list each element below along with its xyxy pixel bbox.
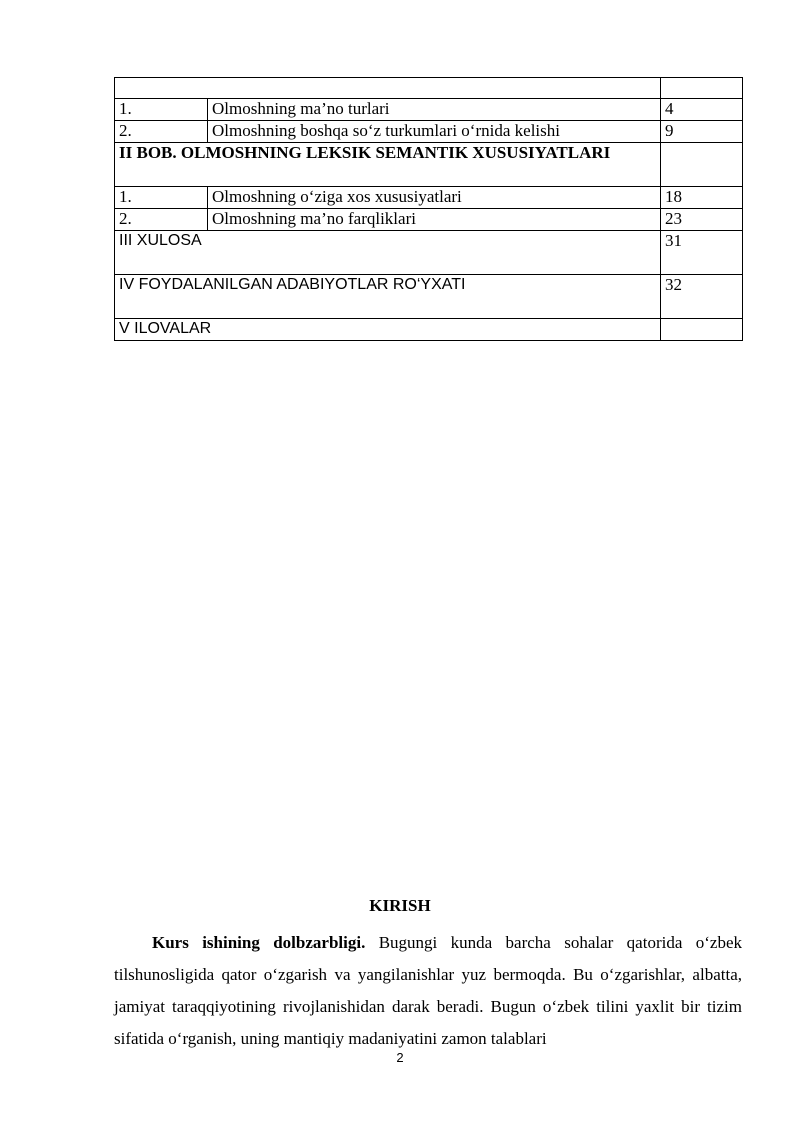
toc-page — [661, 143, 743, 187]
toc-row — [115, 209, 743, 231]
toc-row — [115, 121, 743, 143]
section-heading: KIRISH — [369, 896, 431, 915]
toc-page: 23 — [661, 209, 743, 231]
toc-page: 18 — [661, 187, 743, 209]
toc-row — [115, 78, 743, 99]
toc-page: 4 — [661, 99, 743, 121]
toc-page: 9 — [661, 121, 743, 143]
toc-number: 1. — [115, 99, 208, 121]
toc-section-row — [115, 231, 743, 275]
intro-lead: Kurs ishining dolbzarbligi. — [152, 933, 366, 952]
toc-section-title: III XULOSA — [115, 231, 661, 275]
toc-section-row — [115, 275, 743, 319]
toc-section-row — [115, 319, 743, 341]
toc-row — [115, 99, 743, 121]
toc-number: 2. — [115, 209, 208, 231]
toc-section-title: IV FOYDALANILGAN ADABIYOTLAR RO‘YXATI — [115, 275, 661, 319]
toc-title: Olmoshning o‘ziga xos xususiyatlari — [208, 187, 661, 209]
toc-title: Olmoshning ma’no turlari — [208, 99, 661, 121]
toc-page — [661, 319, 743, 341]
toc-chapter-title: II BOB. OLMOSHNING LEKSIK SEMANTIK XUSUSIYATLARI — [115, 143, 661, 187]
toc-title: Olmoshning boshqa so‘z turkumlari o‘rnida kelishi — [208, 121, 661, 143]
toc-row — [115, 187, 743, 209]
toc-title — [115, 78, 661, 99]
toc-title: Olmoshning ma’no farqliklari — [208, 209, 661, 231]
toc-page — [661, 78, 743, 99]
toc-page: 32 — [661, 275, 743, 319]
intro-paragraph — [114, 927, 742, 1055]
toc-number: 1. — [115, 187, 208, 209]
toc-page: 31 — [661, 231, 743, 275]
intro-body: Bugungi kunda barcha sohalar qatorida o‘zbek tilshunosligida qator o‘zgarish va yangilanishlar yuz bermoqda. Bu o‘zgarishlar, albatta, jamiyat taraqqiyotining rivojlanishidan darak beradi. Bugun o‘zbek tilini yaxlit bir tizim sifatida o‘rganish, uning mantiqiy madaniyatini zamon talablari — [114, 933, 742, 1048]
toc-section-title: V ILOVALAR — [115, 319, 661, 341]
toc-chapter-row — [115, 143, 743, 187]
page-number: 2 — [396, 1050, 404, 1065]
table-of-contents — [114, 77, 743, 341]
toc-number: 2. — [115, 121, 208, 143]
